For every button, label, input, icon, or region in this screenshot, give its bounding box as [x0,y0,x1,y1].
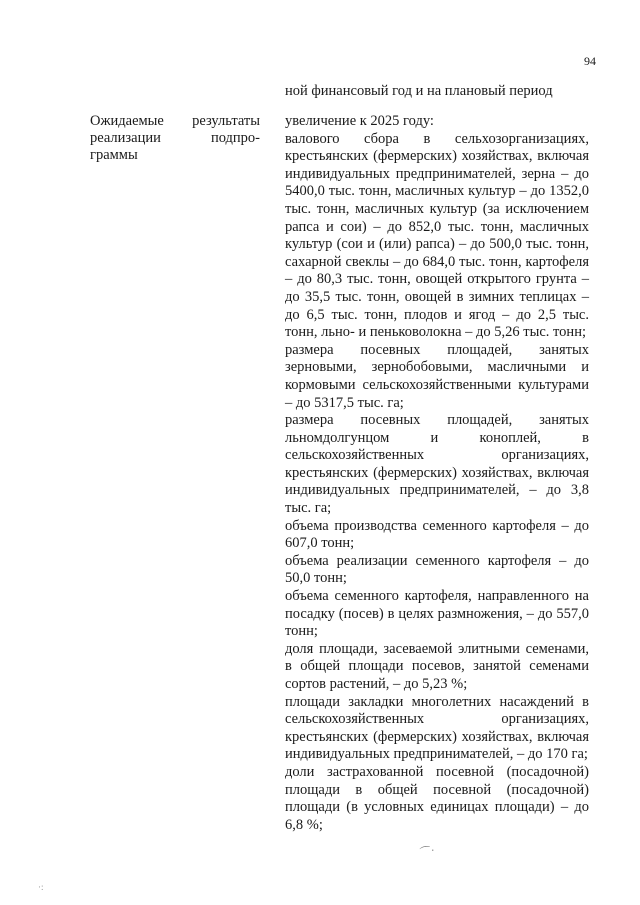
page-number: 94 [584,54,596,68]
scan-artifact: ⌒· [419,844,436,860]
label-word: реализации [90,130,161,146]
header-continuation: ной финансовый год и на плановый период [285,83,553,99]
result-item: доля площади, засеваемой элитными семенами, в общей площади посевов, занятой семенами сортов растений, – до 5,23 %; [285,640,589,692]
results-intro: увеличение к 2025 году: [285,113,434,129]
expected-results-list [285,113,589,834]
result-item: валового сбора в сельхозорганизациях, крестьянских (фермерских) хозяйствах, включая индивидуальных предпринимателей, зерна – до 5400,0 тыс. тонн, масличных культур – до 1352,0 тыс. тонн, масличных культур (за исключением рапса и сои) – до 852,0 тыс. тонн, масличных культур (сои и (или) рапса) – до 500,0 тыс. тонн, сахарной свеклы – до 684,0 тыс. тонн, картофеля – до 80,3 тыс. тонн, овощей открытого грунта – до 35,5 тыс. тонн, овощей в зимних теплицах – до 6,5 тыс. тонн, плодов и ягод – до 2,5 тыс. тонн, льно- и пеньковолокна – до 5,26 тыс. тонн; [285,130,589,341]
result-item: доли застрахованной посевной (посадочной) площади в общей посевной (посадочной) площади (в условных единицах площади) – до 6,8 %; [285,763,589,833]
result-item: размера посевных площадей, занятых зерновыми, зернобобовыми, масличными и кормовыми сельскохозяйственными культурами – до 5317,5 тыс. га; [285,341,589,411]
scan-artifact: ·: [38,882,44,892]
label-word: результаты [192,113,260,129]
result-item: объема реализации семенного картофеля – до 50,0 тонн; [285,552,589,587]
section-label [90,113,260,164]
result-item: площади закладки многолетних насаждений в сельскохозяйственных организациях, крестьянских (фермерских) хозяйствах, включая индивидуальных предпринимателей, – до 170 га; [285,693,589,763]
result-item: объема производства семенного картофеля – до 607,0 тонн; [285,517,589,552]
result-item: объема семенного картофеля, направленного на посадку (посев) в целях размножения, – до 557,0 тонн; [285,588,589,640]
label-word: граммы [90,147,138,163]
result-item: размера посевных площадей, занятых льномдолгунцом и коноплей, в сельскохозяйственных организациях, крестьянских (фермерских) хозяйствах, включая индивидуальных предпринимателей, – до 3,8 тыс. га; [285,412,589,517]
label-word: Ожидаемые [90,113,164,129]
label-word: подпро- [210,130,260,146]
